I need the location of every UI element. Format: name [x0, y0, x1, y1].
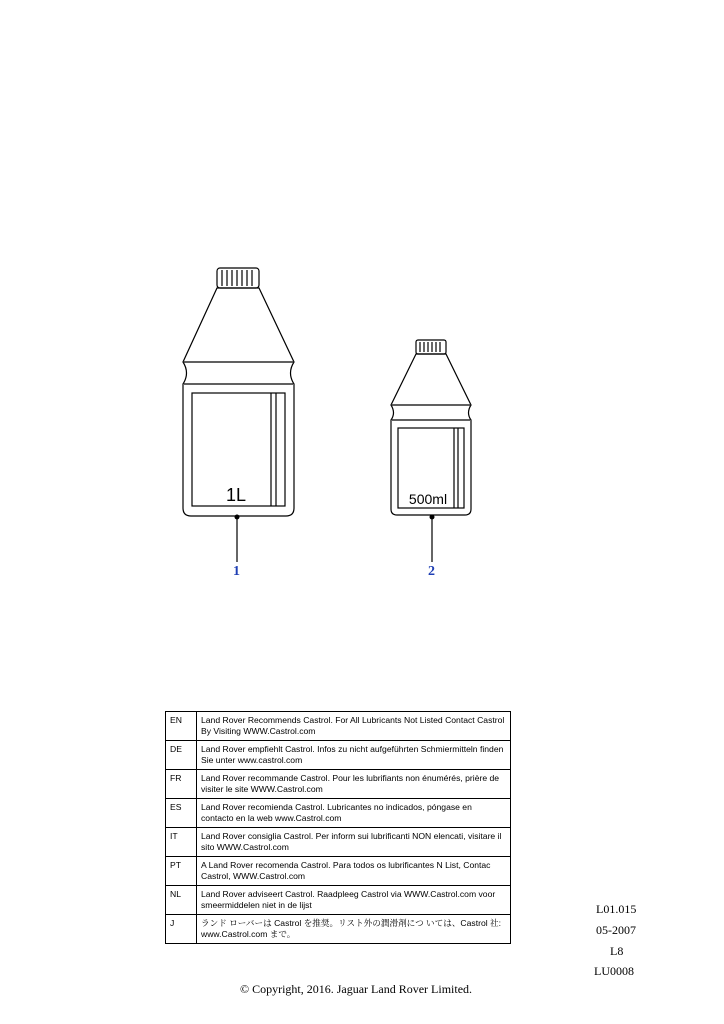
legend-text: Land Rover adviseert Castrol. Raadpleeg Castrol via WWW.Castrol.com voor smeermiddelen niet in de lijst	[197, 886, 511, 915]
legend-text: A Land Rover recomenda Castrol. Para todos os lubrificantes N List, Contac Castrol, WWW.Castrol.com	[197, 857, 511, 886]
legend-code: DE	[166, 741, 197, 770]
legend-row	[166, 770, 511, 799]
copyright-notice: © Copyright, 2016. Jaguar Land Rover Limited.	[239, 982, 473, 996]
bottle-1l-label: 1L	[225, 485, 247, 505]
diagram-ref: L01.015	[596, 902, 637, 916]
legend-code: IT	[166, 828, 197, 857]
legend-row	[166, 799, 511, 828]
legend-row	[166, 886, 511, 915]
legend-code: NL	[166, 886, 197, 915]
legend-text: Land Rover recommande Castrol. Pour les lubrifiants non énumérés, prière de visiter le site WWW.Castrol.com	[197, 770, 511, 799]
bottle-500ml	[391, 340, 471, 562]
legend-row	[166, 828, 511, 857]
legend-row	[166, 741, 511, 770]
callout-2[interactable]: 2	[428, 564, 435, 579]
legend-row	[166, 857, 511, 886]
legend-code: PT	[166, 857, 197, 886]
diagram-date: 05-2007	[596, 923, 636, 937]
bottle-500ml-label: 500ml	[408, 491, 448, 507]
leader-dot-2	[430, 515, 435, 520]
legend-code: J	[166, 915, 197, 944]
diagram-id: LU0008	[594, 964, 634, 978]
legend-code: ES	[166, 799, 197, 828]
legend-text: Land Rover empfiehlt Castrol. Infos zu nicht aufgeführten Schmiermitteln finden Sie unter www.castrol.com	[197, 741, 511, 770]
leader-dot-1	[235, 515, 240, 520]
legend-text: Land Rover Recommends Castrol. For All Lubricants Not Listed Contact Castrol By Visiting WWW.Castrol.com	[197, 712, 511, 741]
legend-text: ランド ローバーは Castrol を推奨。リスト外の潤滑剤につ いては、Castrol 社: www.Castrol.com まで。	[197, 915, 511, 944]
legend-text: Land Rover consiglia Castrol. Per inform sui lubrificanti NON elencati, visitare il sito WWW.Castrol.com	[197, 828, 511, 857]
legend-code: FR	[166, 770, 197, 799]
legend-text: Land Rover recomienda Castrol. Lubricantes no indicados, póngase en contacto en la web www.Castrol.com	[197, 799, 511, 828]
legend-row	[166, 712, 511, 741]
lubricant-legend-table	[165, 711, 511, 944]
callout-1[interactable]: 1	[233, 564, 240, 579]
diagram-model: L8	[610, 944, 624, 958]
legend-code: EN	[166, 712, 197, 741]
legend-row	[166, 915, 511, 944]
